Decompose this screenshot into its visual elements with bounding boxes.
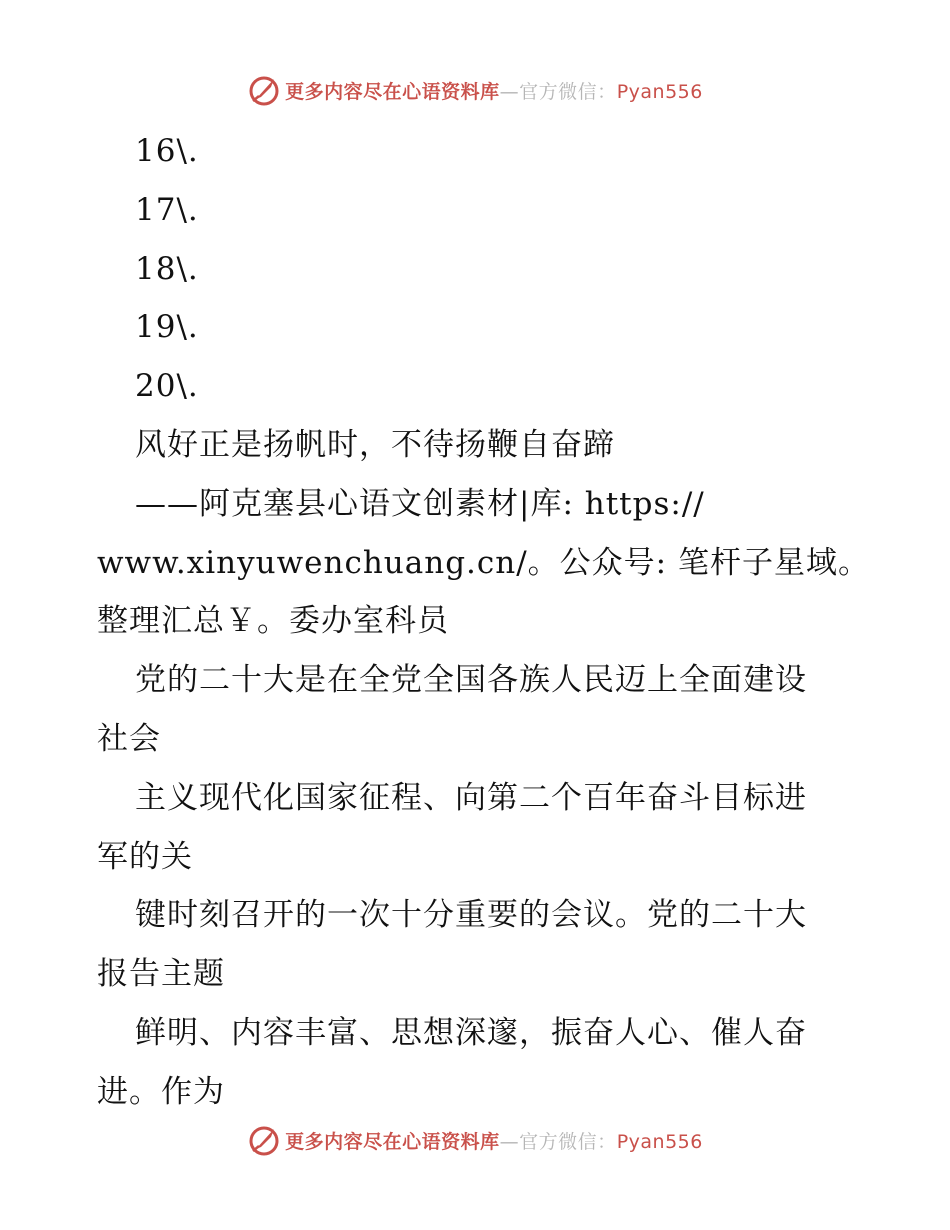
text-line: 报告主题 [97, 956, 225, 993]
banner-dash: — [499, 1130, 520, 1153]
text-line: 主义现代化国家征程、向第二个百年奋斗目标进 [135, 779, 807, 816]
text-line: 鲜明、内容丰富、思想深邃，振奋人心、催人奋 [135, 1014, 807, 1051]
banner-dash: — [499, 80, 520, 103]
footer-watermark-banner [0, 1120, 950, 1160]
banner-main-text: 更多内容尽在心语资料库 [285, 1130, 500, 1153]
text-line: 19\. [135, 309, 199, 346]
banner-wechat-label: 官方微信： [519, 80, 617, 103]
text-line: 整理汇总￥。委办室科员 [97, 603, 449, 640]
text-line: 20\. [135, 368, 199, 405]
text-line: 17\. [135, 191, 199, 228]
text-line: 社会 [97, 720, 161, 757]
banner-text [285, 77, 703, 104]
banner-wechat-id: Pyan556 [616, 1130, 703, 1153]
header-watermark-banner [0, 70, 950, 110]
text-line: 18\. [135, 250, 199, 287]
banner-wechat-label: 官方微信： [519, 1130, 617, 1153]
text-line: 键时刻召开的一次十分重要的会议。党的二十大 [135, 897, 807, 934]
banner-text [285, 1127, 703, 1154]
text-line: ——阿克塞县心语文创素材|库: https:// [135, 485, 705, 522]
text-line: 党的二十大是在全党全国各族人民迈上全面建设 [135, 662, 807, 699]
document-body [97, 122, 870, 1122]
quill-logo-icon [247, 1123, 281, 1157]
text-line: 风好正是扬帆时，不待扬鞭自奋蹄 [135, 426, 615, 463]
banner-main-text: 更多内容尽在心语资料库 [285, 80, 500, 103]
text-line: www.xinyuwenchuang.cn/。公众号: 笔杆子星域。 [97, 544, 870, 581]
text-line: 进。作为 [97, 1073, 225, 1110]
quill-logo-icon [247, 73, 281, 107]
text-line: 军的关 [97, 838, 193, 875]
banner-wechat-id: Pyan556 [616, 80, 703, 103]
text-line: 16\. [135, 133, 199, 169]
